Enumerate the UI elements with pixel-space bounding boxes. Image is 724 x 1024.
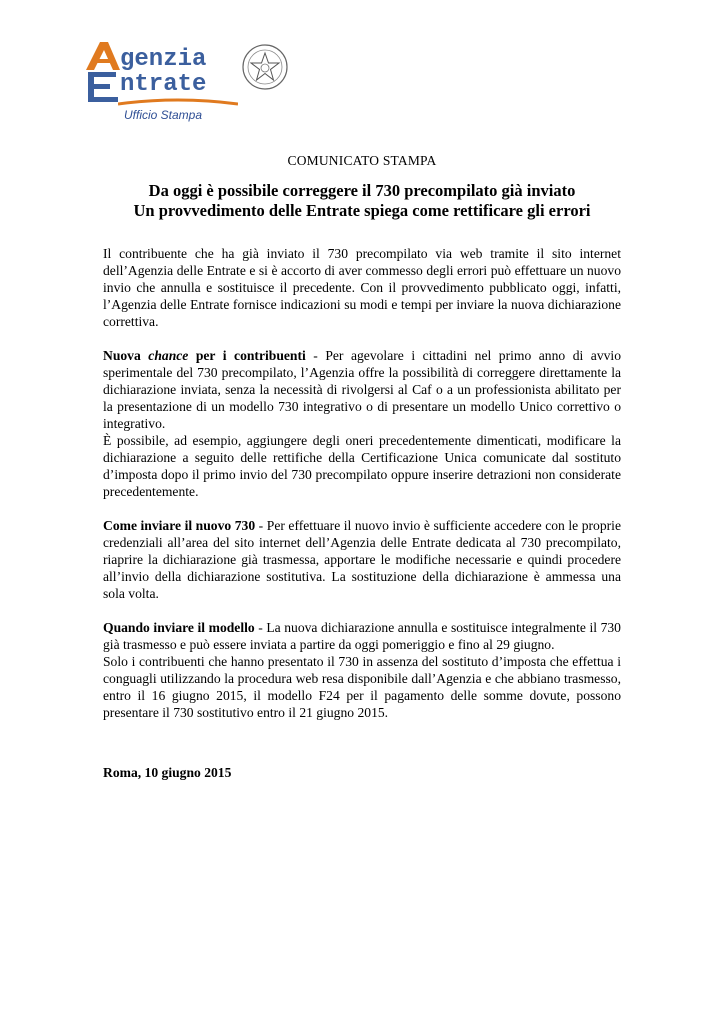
office-label: Ufficio Stampa xyxy=(124,108,203,122)
article-body xyxy=(103,245,621,738)
paragraph-nuova-chance xyxy=(103,347,621,432)
headline-line-1: Da oggi è possibile correggere il 730 precompilato già inviato xyxy=(148,181,576,200)
paragraph-text: - La nuova dichiarazione annulla e sostituisce integralmente il 730 già trasmesso e può essere inviata a partire da oggi pomeriggio e fino al 29 giugno. xyxy=(103,620,621,652)
lead-part-b: chance xyxy=(148,348,189,363)
headline-line-2: Un provvedimento delle Entrate spiega come rettificare gli errori xyxy=(133,201,591,220)
paragraph-text: - Per agevolare i cittadini nel primo anno di avvio sperimentale del 730 precompilato, l’Agenzia offre la possibilità di correggere direttamente la dichiarazione inviata, senza la necessità di rivolgersi al Caf o a un professionista abilitato per la presentazione di un modello 730 integrativo o di presentare un modello Unico correttivo o integrativo. xyxy=(103,348,622,431)
kicker: COMUNICATO STAMPA xyxy=(287,153,437,168)
lead-part-a: Nuova xyxy=(103,348,149,363)
logo-text-entrate: ntrate xyxy=(120,71,207,98)
lead-come-inviare: Come inviare il nuovo 730 xyxy=(103,518,256,533)
headline xyxy=(0,181,724,221)
lead-nuova-chance xyxy=(103,348,306,363)
paragraph-come-inviare xyxy=(103,517,621,602)
paragraph-esempio: È possibile, ad esempio, aggiungere degli oneri precedentemente dimenticati, modificare la dichiarazione a seguito delle rettifiche della Certificazione Unica comunicate dal sostituto d’imposta dopo il primo invio del 730 precompilato oppure inserire detrazioni non considerate precedentemente. xyxy=(103,433,621,499)
lead-quando-inviare: Quando inviare il modello xyxy=(103,620,255,635)
paragraph-solo-contribuenti: Solo i contribuenti che hanno presentato il 730 in assenza del sostituto d’imposta che effettua i conguagli utilizzando la procedura web resa disponibile dall’Agenzia e che abbiano trasmesso, entro il 16 giugno 2015, il modello F24 per il pagamento delle somme dovute, possono presentare il 730 sostitutivo entro il 21 giugno 2015. xyxy=(103,654,621,720)
signoff-date: Roma, 10 giugno 2015 xyxy=(103,765,232,780)
paragraph-quando-inviare xyxy=(103,619,621,653)
paragraph-intro: Il contribuente che ha già inviato il 730 precompilato via web tramite il sito internet dell’Agenzia delle Entrate e si è accorto di aver commesso degli errori può effettuare un nuovo invio che annulla e sostituisce il precedente. Con il provvedimento pubblicato oggi, infatti, l’Agenzia delle Entrate fornisce indicazioni su modi e tempi per inviare la nuova dichiarazione correttiva. xyxy=(103,246,621,329)
paragraph-text: - Per effettuare il nuovo invio è sufficiente accedere con le proprie credenziali all’area del sito internet dell’Agenzia delle Entrate dedicata al 730 precompilato, riaprire la dichiarazione già trasmessa, apportare le modifiche necessarie e quindi procedere all’invio della dichiarazione sostitutiva. La sostituzione della dichiarazione è ammessa una sola volta. xyxy=(103,518,621,601)
italian-republic-emblem-icon xyxy=(240,42,290,92)
logo-text-agenzia: genzia xyxy=(120,46,207,73)
lead-part-c: per i contribuenti xyxy=(188,348,306,363)
